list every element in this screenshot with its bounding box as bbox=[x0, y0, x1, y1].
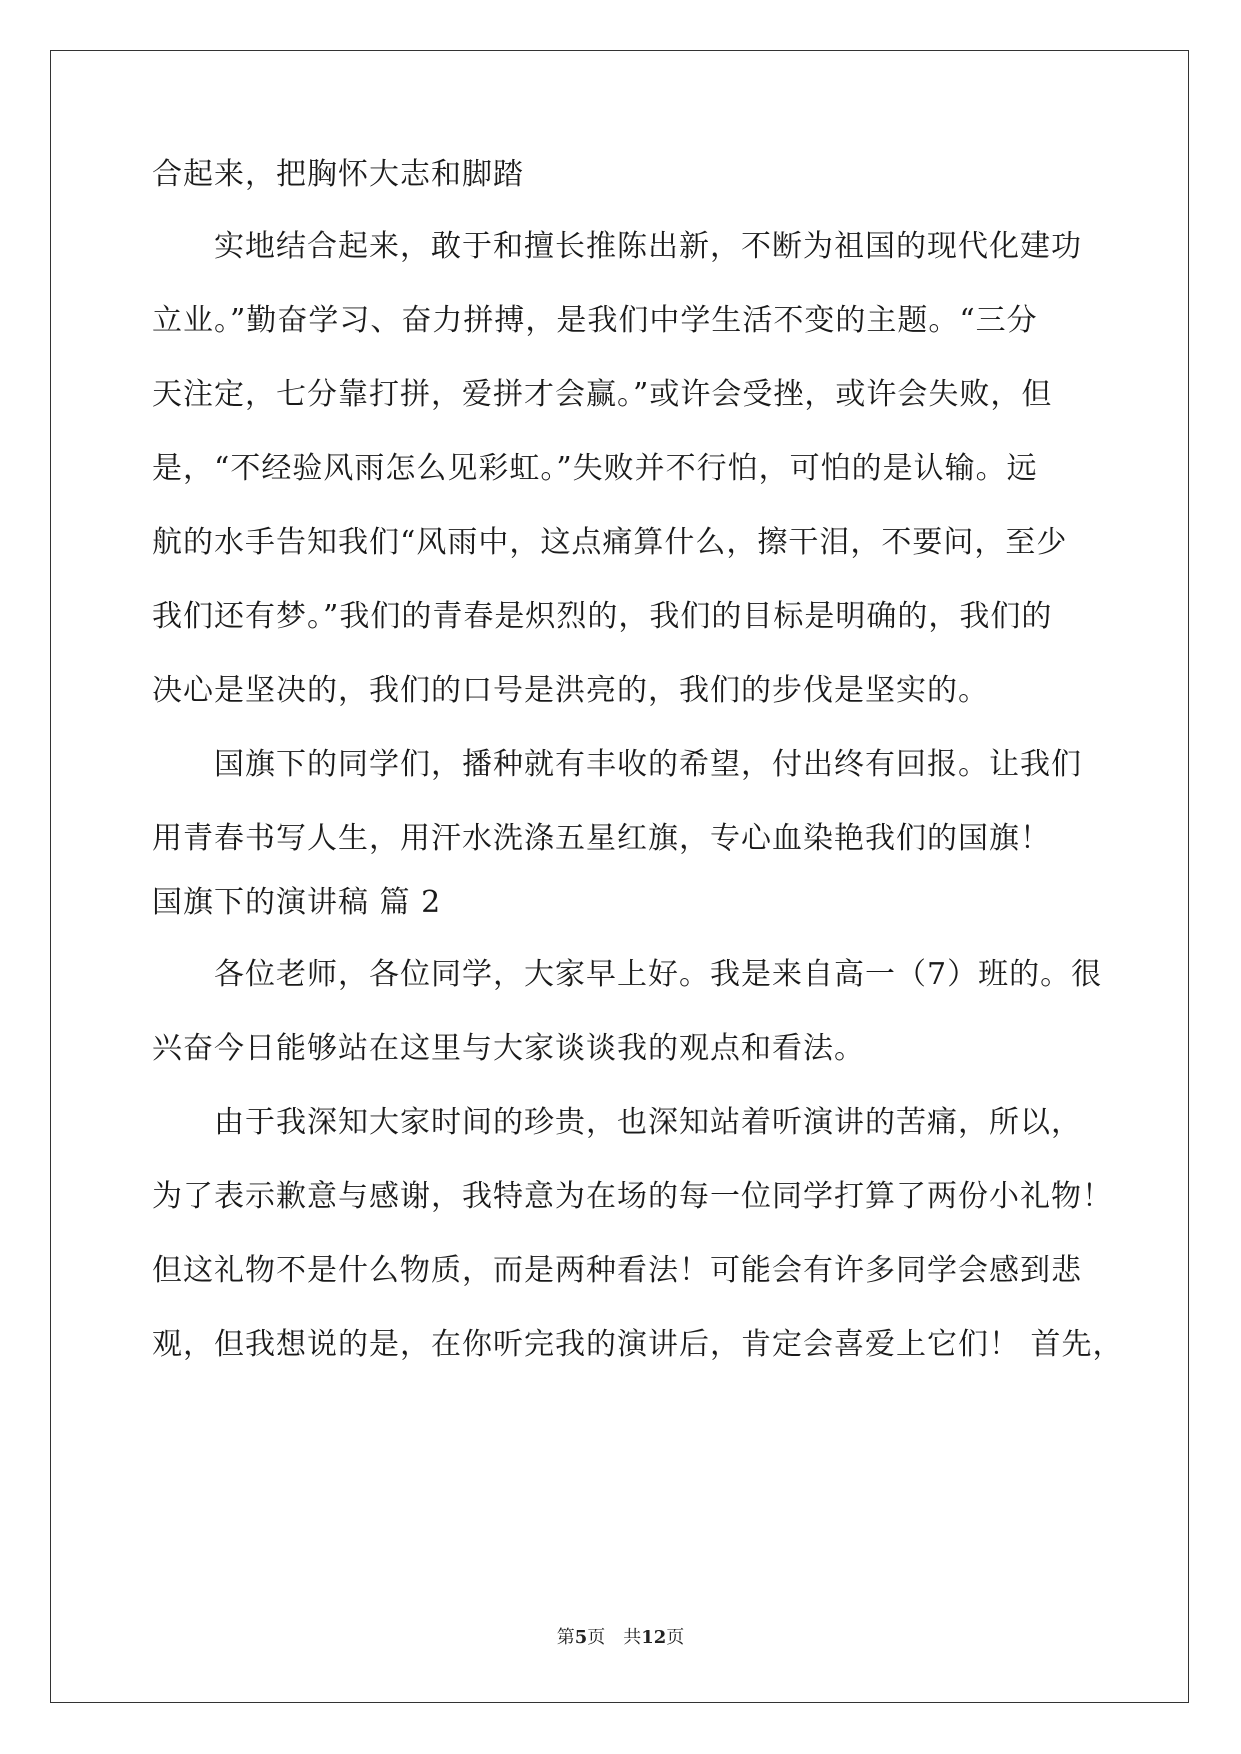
text-line: 国旗下的同学们，播种就有丰收的希望，付出终有回报。让我们 bbox=[214, 747, 1082, 782]
page-mid: 页 bbox=[587, 1627, 606, 1648]
page-prefix: 第 bbox=[556, 1627, 575, 1648]
text-line: 实地结合起来，敢于和擅长推陈出新，不断为祖国的现代化建功 bbox=[214, 229, 1082, 264]
text-line: 观，但我想说的是，在你听完我的演讲后，肯定会喜爱上它们！ 首先， bbox=[152, 1327, 1124, 1362]
page-current: 5 bbox=[574, 1627, 588, 1648]
text-line: 我们还有梦。”我们的青春是炽烈的，我们的目标是明确的，我们的 bbox=[152, 599, 1053, 634]
text-line: 天注定，七分靠打拼，爱拼才会赢。”或许会受挫，或许会失败，但 bbox=[152, 377, 1053, 412]
total-suffix: 页 bbox=[666, 1627, 685, 1648]
page-total: 12 bbox=[641, 1627, 667, 1648]
page-border bbox=[50, 50, 1189, 1703]
text-line: 各位老师，各位同学，大家早上好。我是来自高一（7）班的。很 bbox=[214, 957, 1103, 992]
text-line: 决心是坚决的，我们的口号是洪亮的，我们的步伐是坚实的。 bbox=[152, 673, 989, 708]
text-line: 但这礼物不是什么物质，而是两种看法！可能会有许多同学会感到悲 bbox=[152, 1253, 1082, 1288]
text-line: 立业。”勤奋学习、奋力拼搏，是我们中学生活不变的主题。“三分 bbox=[152, 303, 1038, 338]
text-line: 航的水手告知我们“风雨中，这点痛算什么，擦干泪，不要问，至少 bbox=[152, 525, 1068, 560]
text-line: 用青春书写人生，用汗水洗涤五星红旗，专心血染艳我们的国旗！ bbox=[152, 821, 1051, 856]
total-prefix: 共 bbox=[623, 1627, 642, 1648]
page-footer bbox=[0, 1626, 1241, 1650]
section-heading: 国旗下的演讲稿 篇 2 bbox=[152, 885, 442, 920]
text-line: 为了表示歉意与感谢，我特意为在场的每一位同学打算了两份小礼物！ bbox=[152, 1179, 1113, 1214]
text-line: 由于我深知大家时间的珍贵，也深知站着听演讲的苦痛，所以， bbox=[214, 1105, 1082, 1140]
text-line: 兴奋今日能够站在这里与大家谈谈我的观点和看法。 bbox=[152, 1031, 865, 1066]
text-line: 合起来，把胸怀大志和脚踏 bbox=[152, 157, 524, 192]
text-line: 是，“不经验风雨怎么见彩虹。”失败并不行怕，可怕的是认输。远 bbox=[152, 451, 1038, 486]
